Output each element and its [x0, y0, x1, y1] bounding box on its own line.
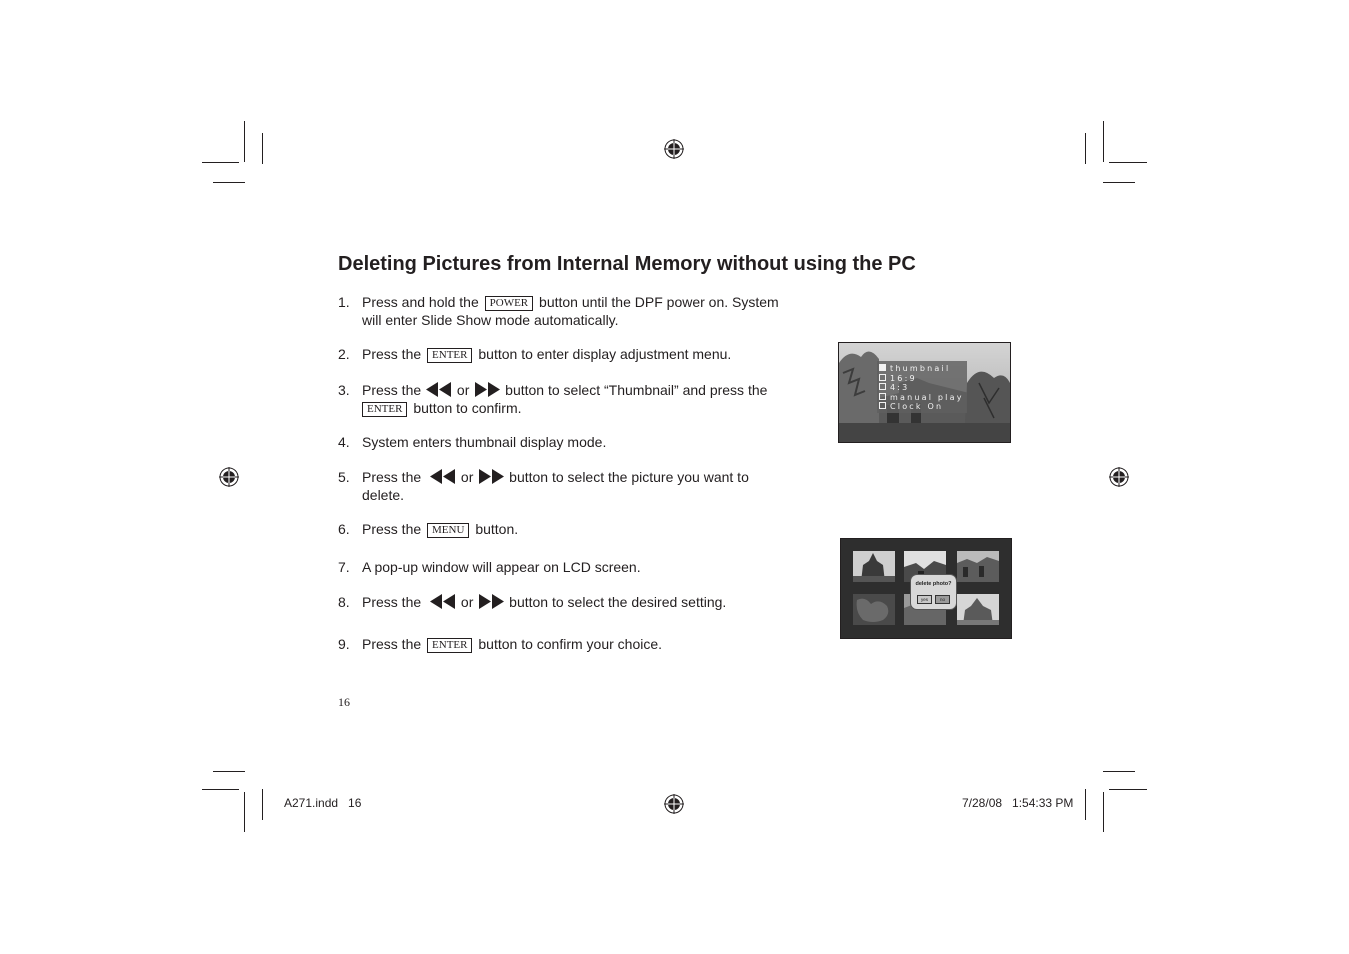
checkbox-icon: [879, 393, 886, 400]
crop-mark: [262, 789, 263, 820]
delete-confirmation-popup: [910, 574, 957, 610]
step-number: 2.: [338, 346, 350, 362]
page-title: Deleting Pictures from Internal Memory without using the PC: [338, 253, 916, 275]
step-text: button until the DPF power on. System: [539, 294, 779, 310]
crop-mark: [202, 789, 239, 790]
menu-key-label: MENU: [427, 523, 469, 538]
menu-item-label: Clock On: [890, 402, 944, 411]
crop-mark: [213, 771, 245, 772]
step-text: Press the: [362, 346, 422, 362]
step-text: Press the: [362, 382, 422, 398]
power-key-label: POWER: [485, 296, 534, 311]
step-number: 5.: [338, 469, 350, 485]
menu-item-16-9[interactable]: [879, 374, 917, 383]
step-text: Press and hold the: [362, 294, 479, 310]
registration-mark-icon: [664, 794, 684, 814]
checkbox-icon: [879, 374, 886, 381]
step-text: Press the: [362, 636, 422, 652]
step-text: Press the: [362, 469, 422, 485]
delete-popup-screenshot: [840, 538, 1012, 639]
step-text: button to confirm your choice.: [478, 636, 663, 652]
step-number: 9.: [338, 636, 350, 652]
footer-timestamp: 7/28/08 1:54:33 PM: [962, 796, 1074, 810]
thumbnail-image[interactable]: [957, 594, 999, 625]
crop-mark: [262, 133, 263, 164]
rewind-icon: [430, 594, 456, 609]
menu-item-4-3[interactable]: [879, 383, 909, 392]
step-text: or: [460, 469, 474, 485]
menu-item-label: thumbnail: [890, 364, 951, 373]
rewind-icon: [430, 469, 456, 484]
crop-mark: [244, 792, 245, 832]
fast-forward-icon: [478, 469, 504, 484]
checkbox-icon: [879, 383, 886, 390]
thumbnail-image[interactable]: [957, 551, 999, 582]
step-text: button to enter display adjustment menu.: [478, 346, 732, 362]
checkbox-checked-icon: [879, 364, 886, 371]
menu-screenshot: [838, 342, 1011, 443]
step-number: 8.: [338, 594, 350, 610]
step-text: button to confirm.: [413, 399, 522, 416]
registration-mark-icon: [219, 467, 239, 487]
crop-mark: [244, 121, 245, 162]
crop-mark: [213, 182, 245, 183]
enter-key-label: ENTER: [362, 402, 407, 417]
page-number: 16: [338, 695, 350, 709]
step-text: or: [456, 382, 470, 398]
enter-key-label: ENTER: [427, 348, 472, 363]
fast-forward-icon: [474, 382, 500, 397]
step-text: Press the: [362, 521, 422, 537]
step-text: Press the: [362, 594, 422, 610]
footer-file-name: A271.indd 16: [284, 796, 362, 810]
menu-item-label: manual play: [890, 392, 964, 402]
step-text: will enter Slide Show mode automatically.: [362, 311, 619, 328]
crop-mark: [1085, 133, 1086, 164]
fast-forward-icon: [478, 594, 504, 609]
crop-mark: [1109, 162, 1147, 163]
crop-mark: [1103, 771, 1135, 772]
yes-button[interactable]: yes: [917, 595, 932, 604]
crop-mark: [1103, 792, 1104, 832]
rewind-icon: [426, 382, 452, 397]
step-number: 7.: [338, 559, 350, 575]
step-text: A pop-up window will appear on LCD screen.: [362, 559, 641, 575]
step-text: button to select the desired setting.: [509, 594, 727, 610]
step-text: button.: [475, 521, 519, 537]
step-text: button to select “Thumbnail” and press the: [505, 382, 768, 398]
step-number: 3.: [338, 382, 350, 398]
no-button[interactable]: no: [935, 595, 950, 604]
crop-mark: [1109, 789, 1147, 790]
step-number: 4.: [338, 434, 350, 450]
registration-mark-icon: [1109, 467, 1129, 487]
menu-item-manual-play[interactable]: [879, 393, 964, 402]
step-text: delete.: [362, 486, 405, 503]
display-adjustment-menu: [877, 361, 967, 413]
thumbnail-image[interactable]: [853, 594, 895, 625]
menu-item-clock-on[interactable]: [879, 402, 943, 411]
enter-key-label: ENTER: [427, 638, 472, 653]
checkbox-icon: [879, 402, 886, 409]
popup-question: delete photo?: [915, 581, 952, 587]
menu-item-thumbnail[interactable]: [879, 364, 950, 373]
menu-item-label: 4:3: [890, 383, 910, 392]
crop-mark: [1085, 789, 1086, 820]
crop-mark: [202, 162, 239, 163]
thumbnail-image[interactable]: [853, 551, 895, 582]
registration-mark-icon: [664, 139, 684, 159]
menu-item-label: 16:9: [890, 373, 917, 383]
step-number: 6.: [338, 521, 350, 537]
crop-mark: [1103, 182, 1135, 183]
crop-mark: [1103, 121, 1104, 162]
step-text: System enters thumbnail display mode.: [362, 434, 607, 450]
step-text: or: [460, 594, 474, 610]
step-text: button to select the picture you want to: [509, 469, 749, 485]
step-number: 1.: [338, 294, 350, 310]
